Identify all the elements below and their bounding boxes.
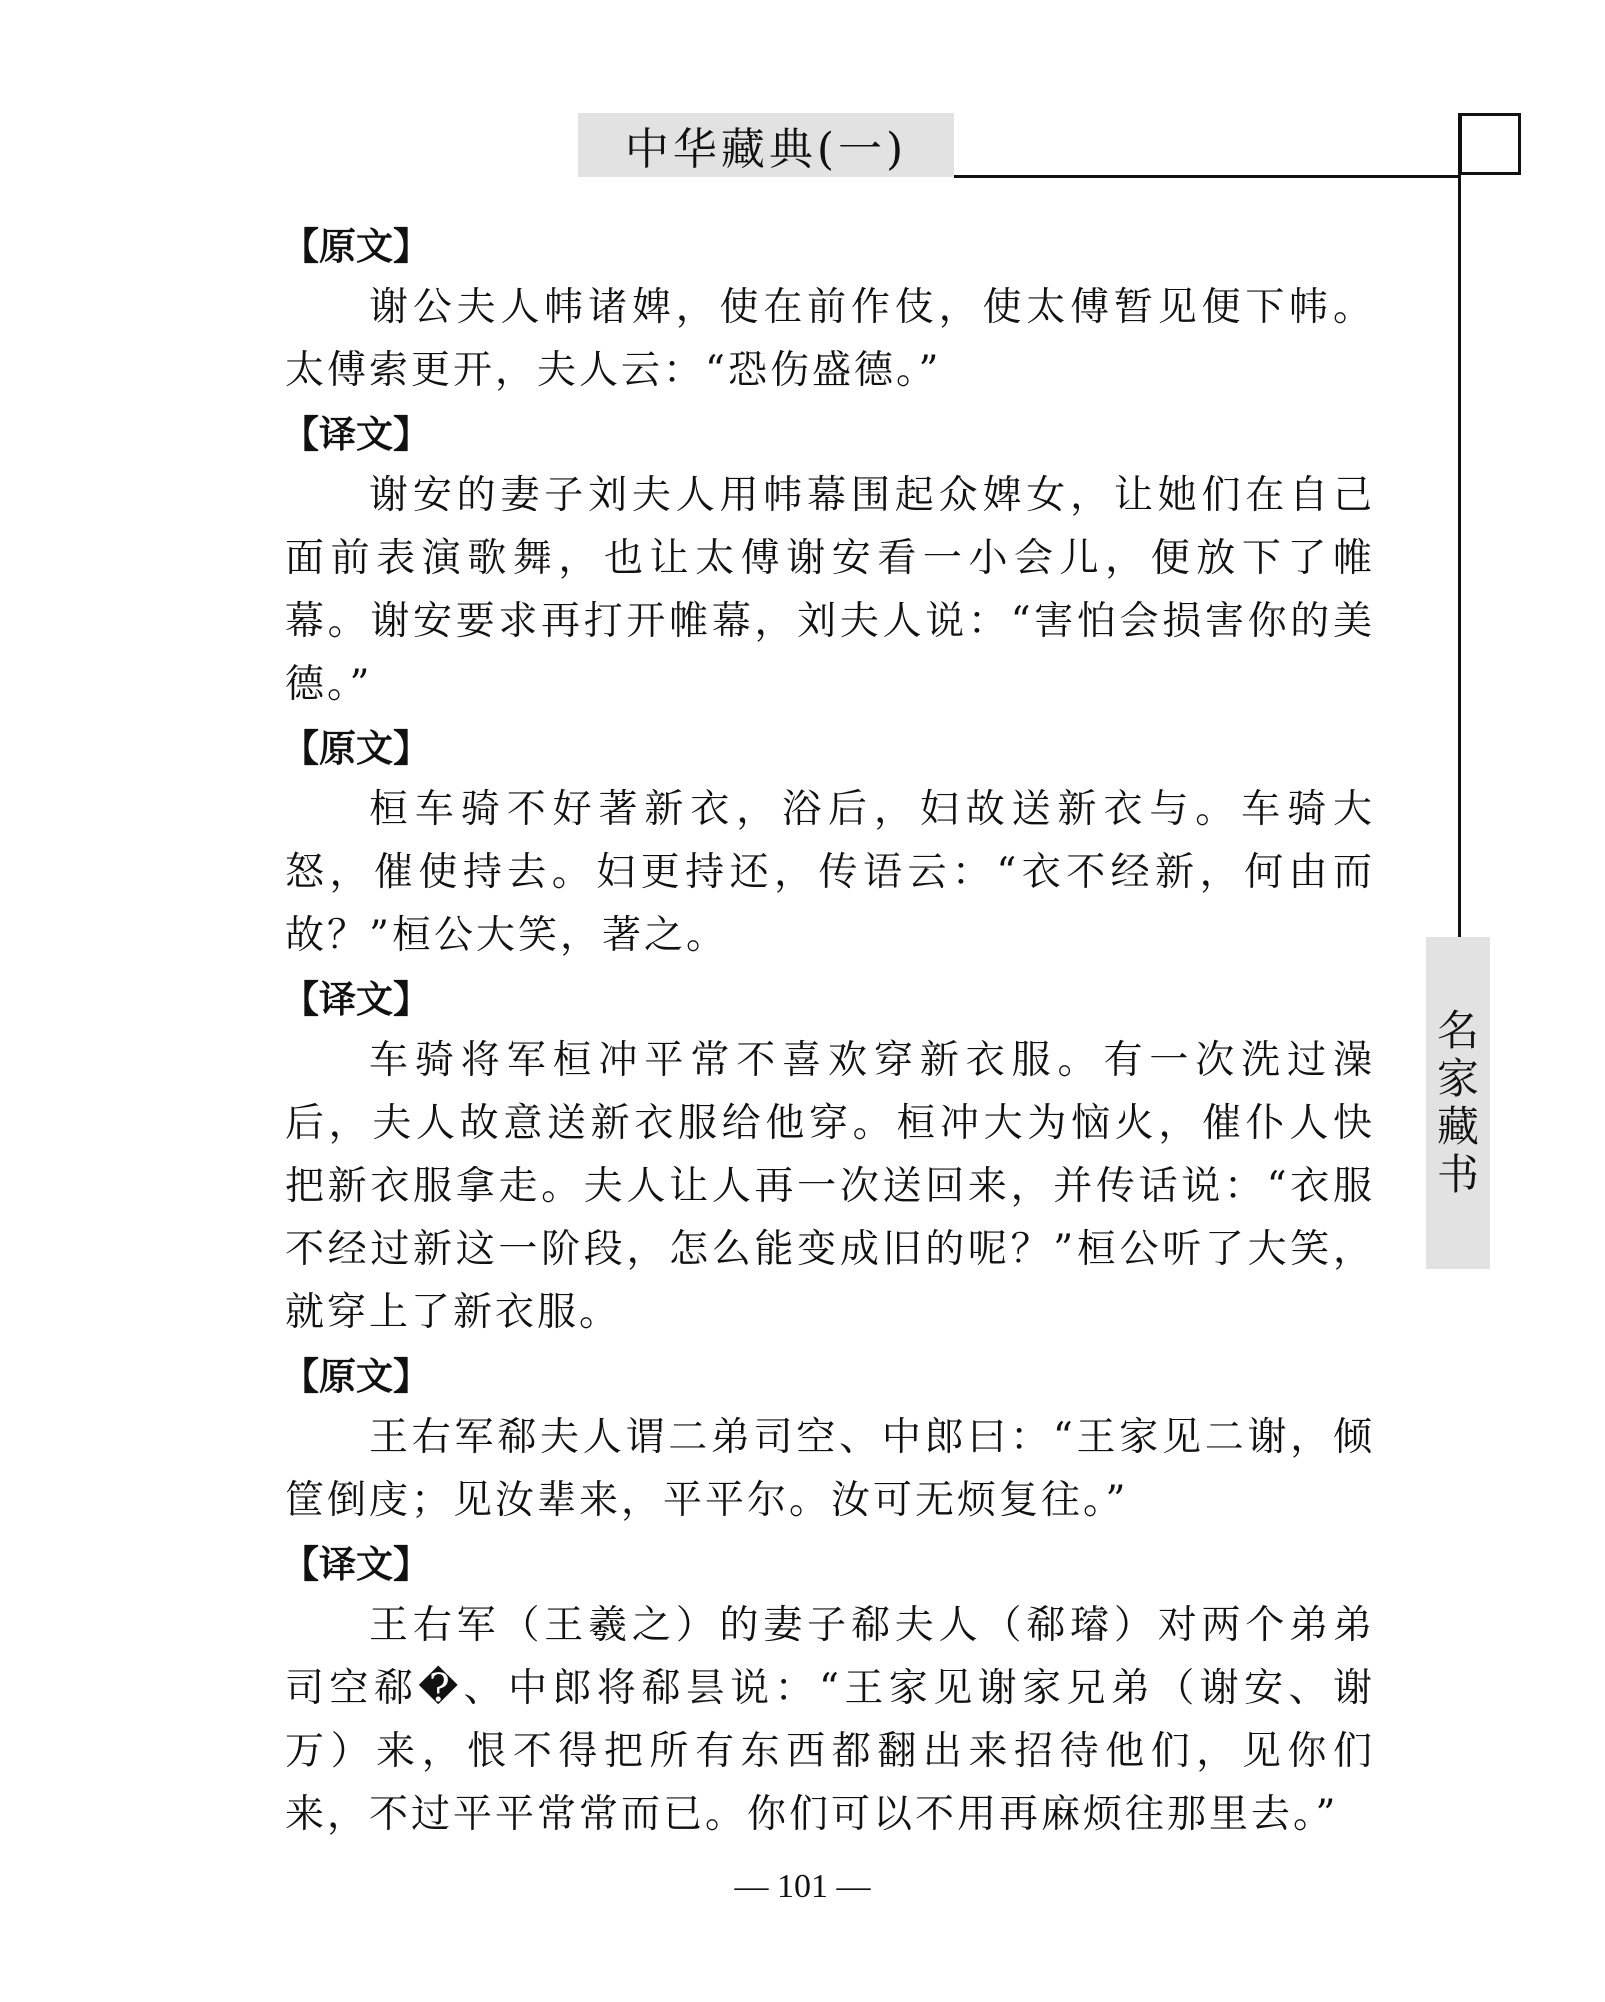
section-paragraph: 王右军郗夫人谓二弟司空、中郎曰：“王家见二谢，倾筐倒庋；见汝辈来，平平尔。汝可无烦复往。”	[285, 1415, 1375, 1523]
section-heading: 【译文】	[282, 1543, 430, 1586]
section-heading: 【译文】	[282, 413, 430, 456]
section	[282, 1536, 1375, 1846]
section-paragraph: 谢公夫人帏诸婢，使在前作伎，使太傅暂见便下帏。太傅索更开，夫人云：“恐伤盛德。”	[285, 285, 1375, 393]
section-paragraph: 车骑将军桓冲平常不喜欢穿新衣服。有一次洗过澡后，夫人故意送新衣服给他穿。桓冲大为恼火，催仆人快把新衣服拿走。夫人让人再一次送回来，并传话说：“衣服不经过新这一阶段，怎么能变成旧的呢？”桓公听了大笑，就穿上了新衣服。	[285, 1038, 1375, 1335]
section	[282, 971, 1375, 1344]
corner-box-ornament	[1459, 113, 1521, 175]
section	[282, 406, 1375, 716]
section-paragraph: 谢安的妻子刘夫人用帏幕围起众婢女，让她们在自己面前表演歌舞，也让太傅谢安看一小会儿，便放下了帷幕。谢安要求再打开帷幕，刘夫人说：“害怕会损害你的美德。”	[285, 473, 1375, 707]
section-paragraph: 桓车骑不好著新衣，浴后，妇故送新衣与。车骑大怒，催使持去。妇更持还，传语云：“衣不经新，何由而故？”桓公大笑，著之。	[285, 787, 1375, 958]
section-heading: 【译文】	[282, 978, 430, 1021]
section	[282, 1348, 1375, 1532]
page-number: — 101 —	[734, 1868, 871, 1905]
side-tab-label	[1426, 937, 1490, 1269]
running-header-title: 中华藏典(一)	[578, 113, 954, 177]
section-heading: 【原文】	[282, 1355, 430, 1398]
section-paragraph: 王右军（王羲之）的妻子郗夫人（郗璿）对两个弟弟司空郗�、中郎将郗昙说：“王家见谢家兄弟（谢安、谢万）来，恨不得把所有东西都翻出来招待他们，见你们来，不过平平常常而已。你们可以不用再麻烦往那里去。”	[285, 1603, 1375, 1837]
section	[282, 720, 1375, 967]
side-tab-char: 名	[1436, 1006, 1479, 1055]
margin-vertical-rule	[1458, 113, 1461, 938]
section-heading: 【原文】	[282, 225, 430, 268]
side-tab-char: 藏	[1436, 1102, 1479, 1151]
side-tab-char: 家	[1436, 1054, 1479, 1103]
section	[282, 218, 1375, 402]
header-rule	[954, 175, 1459, 178]
side-tab-char: 书	[1436, 1150, 1479, 1199]
section-heading: 【原文】	[282, 727, 430, 770]
page-body	[282, 218, 1375, 1846]
